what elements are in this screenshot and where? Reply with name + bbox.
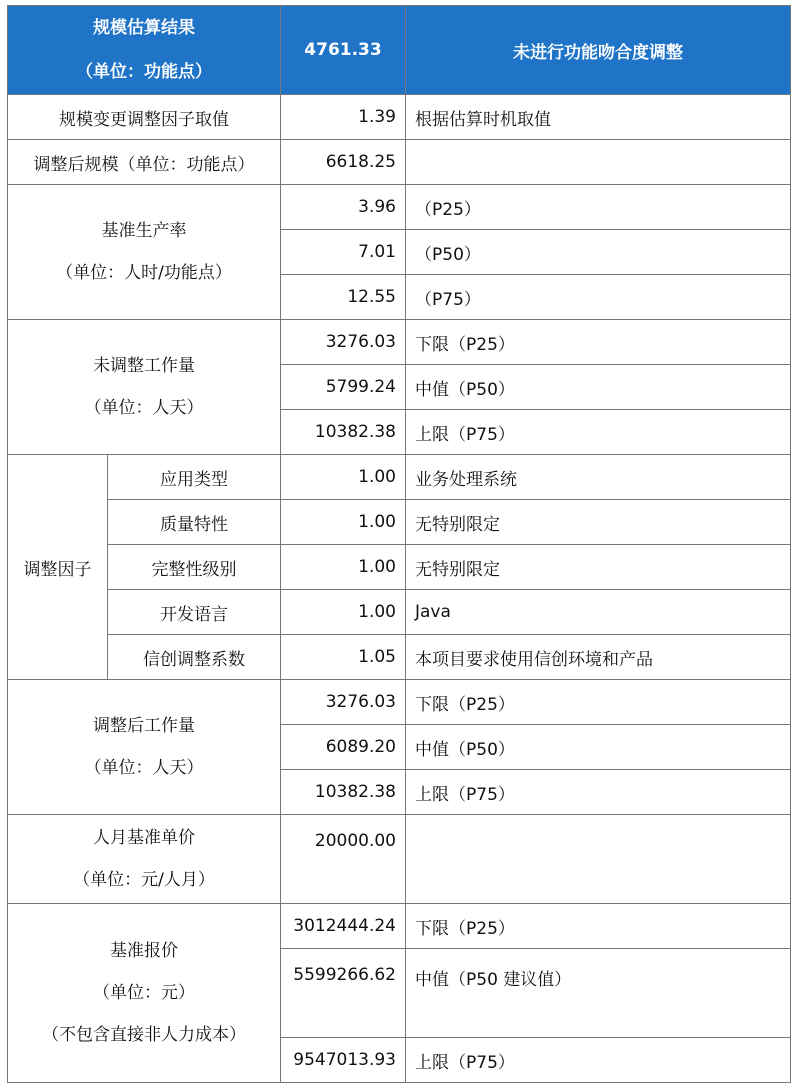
row-value: 3012444.24 (281, 904, 406, 949)
header-unit: （单位：功能点） (76, 62, 212, 82)
row-value: 5799.24 (281, 365, 406, 410)
table-row (8, 185, 791, 230)
row-value: 6089.20 (281, 725, 406, 770)
row-note: 上限（P75） (406, 410, 791, 455)
unadjusted-effort-unit: （单位：人天） (84, 398, 204, 418)
productivity-unit: （单位：人时/功能点） (56, 263, 232, 283)
row-note: 无特别限定 (406, 545, 791, 590)
table-row (8, 320, 791, 365)
row-value: 10382.38 (281, 410, 406, 455)
row-note: 上限（P75） (406, 1038, 791, 1083)
productivity-label (8, 185, 281, 320)
row-value: 1.00 (281, 500, 406, 545)
row-note: （P50） (406, 230, 791, 275)
table-row (8, 500, 791, 545)
unit-price-title: 人月基准单价 (93, 828, 195, 848)
row-value: 3276.03 (281, 320, 406, 365)
adjusted-effort-label (8, 680, 281, 815)
row-note (406, 140, 791, 185)
row-note: 中值（P50） (406, 365, 791, 410)
row-note: Java (406, 590, 791, 635)
table-row (8, 590, 791, 635)
header-value: 4761.33 (281, 6, 406, 95)
row-value: 10382.38 (281, 770, 406, 815)
row-value: 6618.25 (281, 140, 406, 185)
factor-name: 应用类型 (108, 455, 281, 500)
factor-name: 信创调整系数 (108, 635, 281, 680)
row-note: 无特别限定 (406, 500, 791, 545)
row-note: 下限（P25） (406, 904, 791, 949)
row-label: 规模变更调整因子取值 (8, 95, 281, 140)
row-note: 下限（P25） (406, 680, 791, 725)
row-label: 调整后规模（单位：功能点） (8, 140, 281, 185)
header-size-result (8, 6, 281, 95)
row-note: （P25） (406, 185, 791, 230)
table-row (8, 680, 791, 725)
row-note: 中值（P50 建议值） (406, 949, 791, 1038)
unit-price-label (8, 815, 281, 904)
quote-unit: （单位：元） (93, 983, 195, 1003)
row-note: 业务处理系统 (406, 455, 791, 500)
table-row (8, 140, 791, 185)
unadjusted-effort-title: 未调整工作量 (93, 356, 195, 376)
table-row (8, 815, 791, 904)
table-row (8, 635, 791, 680)
row-value: 1.00 (281, 455, 406, 500)
header-title: 规模估算结果 (93, 18, 195, 38)
row-value: 1.00 (281, 545, 406, 590)
productivity-title: 基准生产率 (101, 221, 187, 241)
factor-name: 质量特性 (108, 500, 281, 545)
adjusted-effort-unit: （单位：人天） (84, 758, 204, 778)
factor-name: 完整性级别 (108, 545, 281, 590)
table-row (8, 904, 791, 949)
table-row (8, 545, 791, 590)
quote-scope: （不包含直接非人力成本） (42, 1025, 246, 1045)
row-note: 下限（P25） (406, 320, 791, 365)
row-note: 本项目要求使用信创环境和产品 (406, 635, 791, 680)
quote-title: 基准报价 (110, 941, 178, 961)
row-value: 3276.03 (281, 680, 406, 725)
row-note: （P75） (406, 275, 791, 320)
adjusted-effort-title: 调整后工作量 (93, 716, 195, 736)
table-row (8, 455, 791, 500)
table-row (8, 95, 791, 140)
row-value: 12.55 (281, 275, 406, 320)
row-note (406, 815, 791, 904)
row-value: 20000.00 (281, 815, 406, 904)
row-note: 中值（P50） (406, 725, 791, 770)
row-value: 3.96 (281, 185, 406, 230)
row-note: 根据估算时机取值 (406, 95, 791, 140)
unit-price-unit: （单位：元/人月） (73, 870, 215, 890)
quote-label (8, 904, 281, 1083)
row-note: 上限（P75） (406, 770, 791, 815)
row-value: 5599266.62 (281, 949, 406, 1038)
header-note: 未进行功能吻合度调整 (406, 6, 791, 95)
row-value: 1.05 (281, 635, 406, 680)
row-value: 1.39 (281, 95, 406, 140)
header-row (8, 6, 791, 95)
factors-label: 调整因子 (8, 455, 108, 680)
factor-name: 开发语言 (108, 590, 281, 635)
row-value: 7.01 (281, 230, 406, 275)
unadjusted-effort-label (8, 320, 281, 455)
row-value: 1.00 (281, 590, 406, 635)
estimation-table (7, 5, 791, 1083)
row-value: 9547013.93 (281, 1038, 406, 1083)
